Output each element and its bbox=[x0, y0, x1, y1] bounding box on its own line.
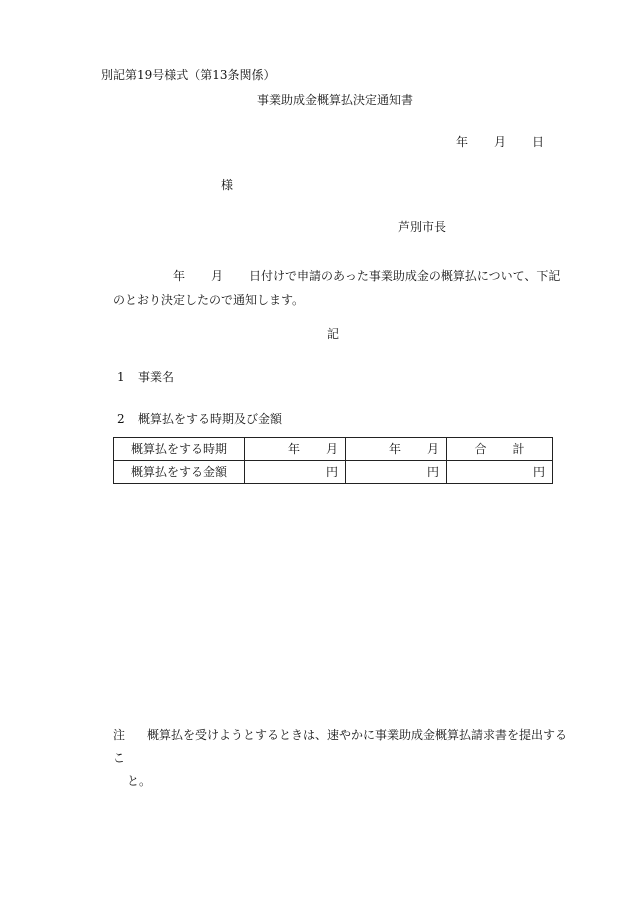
document-title: 事業助成金概算払決定通知書 bbox=[256, 93, 413, 107]
issue-date bbox=[456, 136, 544, 148]
date-year: 年 bbox=[456, 135, 469, 149]
body-text: 日付けで申請のあった事業助成金の概算払について、下記のとおり決定したので通知します。 bbox=[113, 269, 561, 307]
timing-cell-2: 年 月 bbox=[346, 438, 447, 461]
footnote bbox=[113, 724, 573, 793]
item-number: 1 bbox=[117, 370, 125, 384]
row-header-timing: 概算払をする時期 bbox=[114, 438, 245, 461]
item-project-name bbox=[117, 371, 174, 383]
amount-cell-total: 円 bbox=[447, 461, 553, 484]
amount-cell-1: 円 bbox=[245, 461, 346, 484]
item-label: 概算払をする時期及び金額 bbox=[138, 412, 283, 426]
body-month: 月 bbox=[211, 269, 224, 283]
note-line-1: 概算払を受けようとするときは、速やかに事業助成金概算払請求書を提出するこ bbox=[113, 728, 568, 765]
date-month: 月 bbox=[494, 135, 507, 149]
item-timing-amount bbox=[117, 413, 282, 425]
ki-heading: 記 bbox=[326, 327, 339, 341]
form-number: 別記第19号様式（第13条関係） bbox=[101, 68, 276, 82]
timing-cell-1: 年 月 bbox=[245, 438, 346, 461]
note-line-2: と。 bbox=[127, 774, 152, 788]
table-row bbox=[114, 438, 553, 461]
body-year: 年 bbox=[173, 269, 186, 283]
item-label: 事業名 bbox=[138, 370, 175, 384]
payment-schedule-table bbox=[113, 437, 553, 484]
total-header: 合 計 bbox=[447, 438, 553, 461]
table-row bbox=[114, 461, 553, 484]
item-number: 2 bbox=[117, 412, 125, 426]
date-day: 日 bbox=[532, 135, 545, 149]
addressee: 様 bbox=[221, 178, 234, 192]
row-header-amount: 概算払をする金額 bbox=[114, 461, 245, 484]
note-label: 注 bbox=[113, 728, 126, 742]
body-paragraph bbox=[113, 264, 568, 312]
sender: 芦別市長 bbox=[398, 220, 447, 234]
amount-cell-2: 円 bbox=[346, 461, 447, 484]
